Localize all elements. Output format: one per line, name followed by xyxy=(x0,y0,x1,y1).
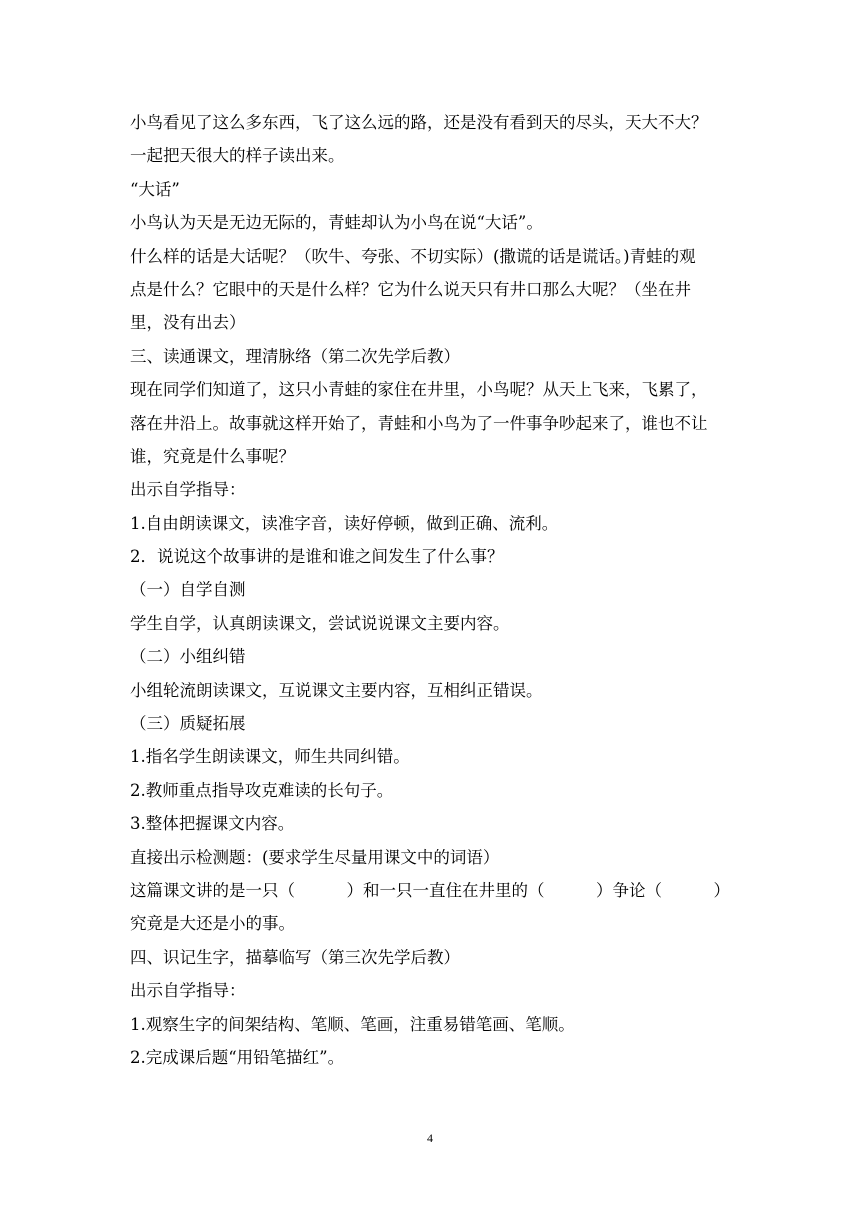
subsection-heading: （二）小组纠错 xyxy=(130,647,246,667)
list-item: 2.完成课后题“用铅笔描红”。 xyxy=(130,1047,345,1067)
blank-text-part: ） xyxy=(713,880,730,900)
section-heading: 三、读通课文，理清脉络（第二次先学后教） xyxy=(130,346,460,366)
paragraph-line: 点是什么？它眼中的天是什么样？它为什么说天只有井口那么大呢？（坐在井 xyxy=(130,279,691,299)
document-body xyxy=(130,106,740,1074)
paragraph-line: 现在同学们知道了，这只小青蛙的家住在井里，小鸟呢？从天上飞来，飞累了， xyxy=(130,380,708,400)
paragraph-line: 出示自学指导： xyxy=(130,480,246,500)
fill-in-blank-question xyxy=(130,874,730,907)
list-item: 1.自由朗读课文，读准字音，读好停顿，做到正确、流利。 xyxy=(130,513,559,533)
section-heading: 四、识记生字，描摹临写（第三次先学后教） xyxy=(130,947,460,967)
paragraph-line: 谁，究竟是什么事呢？ xyxy=(130,446,295,466)
list-item: 2．说说这个故事讲的是谁和谁之间发生了什么事？ xyxy=(130,547,504,567)
paragraph-line: 出示自学指导： xyxy=(130,981,246,1001)
paragraph-line: 小鸟认为天是无边无际的，青蛙却认为小鸟在说“大话”。 xyxy=(130,213,543,233)
paragraph-line: 学生自学，认真朗读课文，尝试说说课文主要内容。 xyxy=(130,613,510,633)
page-number: 4 xyxy=(427,1131,433,1145)
list-item: 1.观察生字的间架结构、笔顺、笔画，注重易错笔画、笔顺。 xyxy=(130,1014,575,1034)
list-item: 3.整体把握课文内容。 xyxy=(130,814,295,834)
list-item: 1.指名学生朗读课文，师生共同纠错。 xyxy=(130,747,410,767)
paragraph-line: 什么样的话是大话呢？（吹牛、夸张、不切实际）(撒谎的话是谎话。)青蛙的观 xyxy=(130,246,696,266)
subsection-heading: （三）质疑拓展 xyxy=(130,714,246,734)
paragraph-line: 直接出示检测题：(要求学生尽量用课文中的词语） xyxy=(130,847,500,867)
list-item: 2.教师重点指导攻克难读的长句子。 xyxy=(130,780,394,800)
blank-text-part: ）和一只一直住在井里的（ xyxy=(346,880,545,900)
subsection-heading: （一）自学自测 xyxy=(130,580,246,600)
paragraph-line: 一起把天很大的样子读出来。 xyxy=(130,146,345,166)
paragraph-line: “大话” xyxy=(130,179,180,199)
blank-text-part: ）争论（ xyxy=(596,880,662,900)
paragraph-line: 小组轮流朗读课文，互说课文主要内容，互相纠正错误。 xyxy=(130,680,543,700)
paragraph-line: 小鸟看见了这么多东西，飞了这么远的路，还是没有看到天的尽头，天大不大？ xyxy=(130,113,708,132)
blank-text-part: 这篇课文讲的是一只（ xyxy=(130,880,295,900)
paragraph-line: 里，没有出去） xyxy=(130,313,246,333)
paragraph-line: 落在井沿上。故事就这样开始了，青蛙和小鸟为了一件事争吵起来了，谁也不让 xyxy=(130,413,708,433)
paragraph-line: 究竟是大还是小的事。 xyxy=(130,914,295,934)
